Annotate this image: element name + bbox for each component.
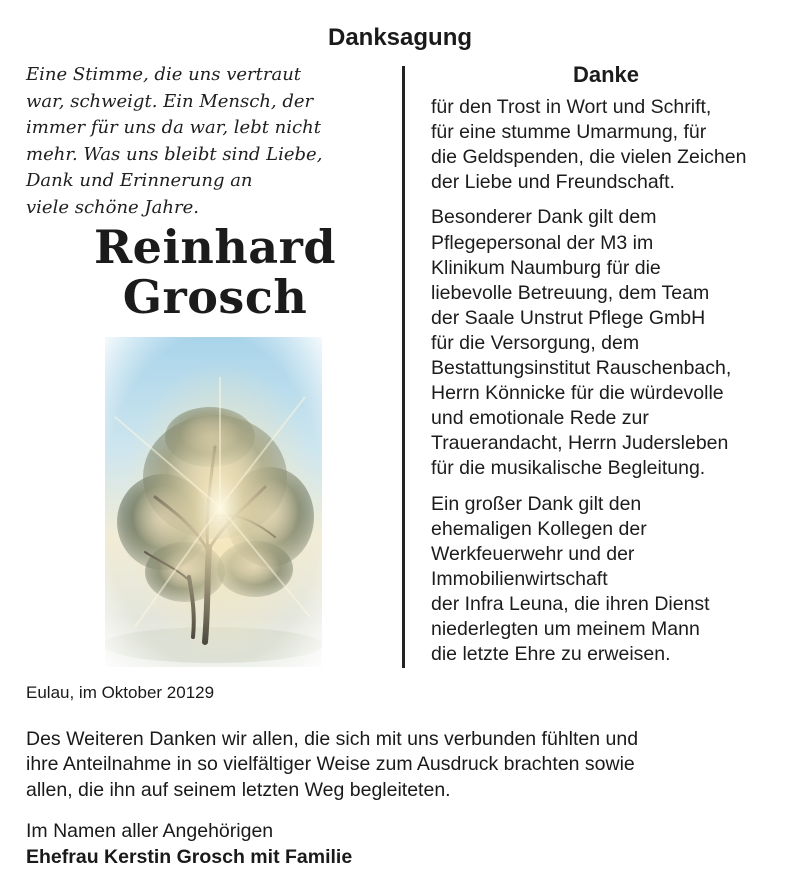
thanks-line: für die Versorgung, dem <box>431 331 640 354</box>
closing-line: Des Weiteren Danken wir allen, die sich mit uns verbunden fühlten und <box>26 728 639 750</box>
thanks-line: die Geldspenden, die vielen Zeichen <box>431 146 747 169</box>
poem-line: immer für uns da war, lebt nicht <box>26 117 321 139</box>
thanks-section <box>431 62 791 677</box>
closing-line: allen, die ihn auf seinem letzten Weg begleiteten. <box>26 778 451 801</box>
thanks-paragraph <box>431 95 791 195</box>
thanks-line: Besonderer Dank gilt dem <box>431 206 657 229</box>
thanks-line: Pflegepersonal der M3 im <box>431 231 654 254</box>
thanks-line: für die musikalische Begleitung. <box>431 457 706 480</box>
thanks-line: Ein großer Dank gilt den <box>431 492 642 515</box>
poem-line: mehr. Was uns bleibt sind Liebe, <box>26 143 323 165</box>
sunlit-tree-image <box>105 337 322 667</box>
thanks-line: liebevolle Betreuung, dem Team <box>431 281 710 304</box>
poem-line: war, schweigt. Ein Mensch, der <box>26 90 314 112</box>
thanks-line: Bestattungsinstitut Rauschenbach, <box>431 357 732 380</box>
thanks-line: Immobilienwirtschaft <box>431 567 608 590</box>
poem-line: Eine Stimme, die uns vertraut <box>26 64 302 85</box>
column-divider <box>402 66 405 668</box>
signature-name: Ehefrau Kerstin Grosch mit Familie <box>26 846 353 868</box>
thanks-paragraph <box>431 492 791 668</box>
thanks-line: Klinikum Naumburg für die <box>431 256 661 279</box>
thanks-line: für eine stumme Umarmung, für <box>431 121 707 144</box>
memorial-poem <box>26 62 376 222</box>
place-date: Eulau, im Oktober 20129 <box>26 683 215 702</box>
thanks-line: niederlegten um meinem Mann <box>431 617 700 640</box>
thanks-line: und emotionale Rede zur <box>431 407 649 430</box>
last-name: Grosch <box>122 270 308 324</box>
thanks-line: ehemaligen Kollegen der <box>431 517 647 540</box>
deceased-name <box>60 222 370 322</box>
thanks-paragraph <box>431 205 791 481</box>
thanks-line: der Saale Unstrut Pflege GmbH <box>431 306 706 329</box>
thanks-line: Herrn Könnicke für die würdevolle <box>431 382 724 405</box>
closing-line: ihre Anteilnahme in so vielfältiger Weise zum Ausdruck brachten sowie <box>26 753 635 776</box>
signature-intro: Im Namen aller Angehörigen <box>26 820 274 842</box>
poem-line: viele schöne Jahre. <box>26 196 199 218</box>
page-title: Danksagung <box>327 24 473 51</box>
thanks-line: der Liebe und Freundschaft. <box>431 171 675 194</box>
thanks-line: der Infra Leuna, die ihren Dienst <box>431 592 710 615</box>
thanks-title: Danke <box>572 62 640 87</box>
thanks-line: Werkfeuerwehr und der <box>431 542 635 565</box>
thanks-line: die letzte Ehre zu erweisen. <box>431 643 671 666</box>
poem-line: Dank und Erinnerung an <box>26 170 253 192</box>
thanks-line: für den Trost in Wort und Schrift, <box>431 96 712 119</box>
closing-text <box>26 727 786 803</box>
first-name: Reinhard <box>93 220 337 274</box>
thanks-line: Trauerandacht, Herrn Judersleben <box>431 432 729 455</box>
